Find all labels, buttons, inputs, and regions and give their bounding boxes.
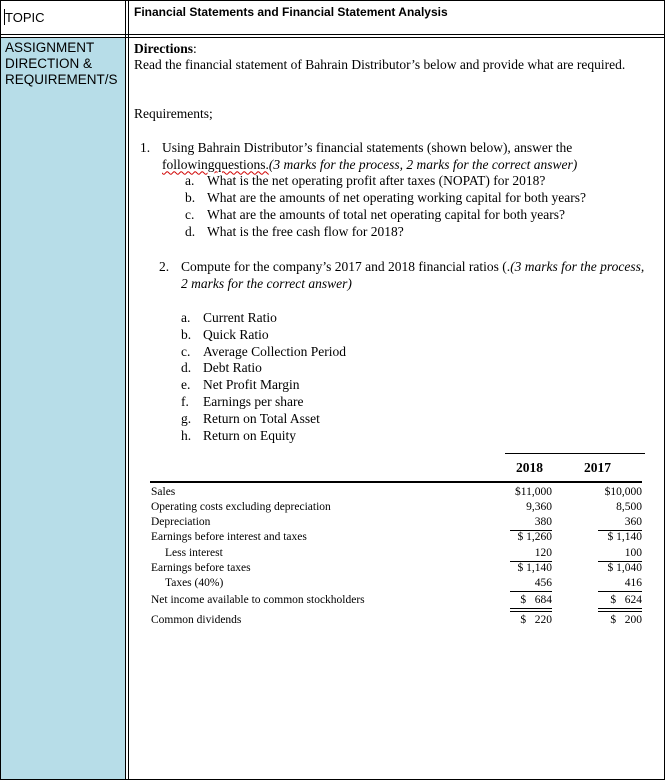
- table-top-rule: [150, 481, 642, 483]
- value-2018: 9,360: [526, 501, 552, 513]
- item-text: Average Collection Period: [203, 344, 346, 359]
- directions-heading: [134, 41, 197, 57]
- assignment-label-cell: [1, 37, 125, 779]
- row-label: Earnings before taxes: [151, 562, 251, 574]
- item-text: What are the amounts of net operating working capital for both years?: [207, 190, 586, 205]
- value-2018: $ 220: [520, 614, 552, 626]
- item-letter: g.: [181, 411, 192, 426]
- item-text: Net Profit Margin: [203, 377, 300, 392]
- question-1-marks: (3 marks for the process, 2 marks for the correct answer): [268, 156, 578, 172]
- subtotal-rule: [510, 591, 552, 592]
- total-double-rule: [510, 608, 552, 612]
- value-2018: $ 1,260: [517, 531, 552, 543]
- value-2018: 120: [534, 547, 552, 559]
- value-2018: 456: [534, 577, 552, 589]
- item-letter: a.: [185, 173, 195, 188]
- row-label: Sales: [151, 486, 176, 498]
- assignment-label: [5, 40, 118, 88]
- column-header-2017: 2017: [584, 460, 611, 475]
- value-2018: $11,000: [515, 486, 552, 498]
- item-letter: d.: [185, 224, 196, 239]
- row-label: Net income available to common stockholders: [151, 594, 365, 606]
- item-letter: e.: [181, 377, 191, 392]
- row-label: Earnings before interest and taxes: [151, 531, 307, 543]
- item-letter: c.: [181, 344, 191, 359]
- item-letter: b.: [181, 327, 192, 342]
- question-number: 1.: [140, 140, 151, 155]
- value-2017: 100: [624, 547, 642, 559]
- question-1-text-continued: followingquestions.: [162, 156, 269, 172]
- item-text: What is the net operating profit after taxes (NOPAT) for 2018?: [207, 173, 546, 188]
- row-label: Common dividends: [151, 614, 242, 626]
- subtotal-rule: [598, 591, 642, 592]
- directions-heading-text: Directions: [134, 41, 193, 56]
- item-letter: b.: [185, 190, 196, 205]
- column-header-2018: 2018: [516, 460, 543, 475]
- row-divider: [0, 37, 665, 38]
- total-double-rule: [598, 608, 642, 612]
- item-letter: c.: [185, 207, 195, 222]
- column-divider: [125, 0, 126, 780]
- value-2018: 380: [534, 516, 552, 528]
- table-header-rule: [505, 453, 645, 454]
- topic-title: Financial Statements and Financial Statement Analysis: [134, 5, 448, 19]
- assignment-label-line: ASSIGNMENT: [5, 40, 95, 55]
- assignment-label-line: REQUIREMENT/S: [5, 72, 118, 87]
- question-2: [159, 258, 651, 292]
- directions-heading-colon: :: [193, 41, 197, 56]
- value-2017: 416: [624, 577, 642, 589]
- directions-text: Read the financial statement of Bahrain Distributor’s below and provide what are required.: [134, 57, 626, 72]
- question-2-marks: (3 marks for the process, 2 marks for the correct answer): [181, 259, 645, 291]
- item-text: Earnings per share: [203, 394, 304, 409]
- value-2017: $10,000: [604, 486, 642, 498]
- item-text: What is the free cash flow for 2018?: [207, 224, 404, 239]
- value-2017: 8,500: [616, 501, 642, 513]
- requirements-heading: Requirements;: [134, 106, 213, 121]
- item-text: Current Ratio: [203, 310, 277, 325]
- column-divider: [128, 0, 129, 780]
- row-label: Taxes (40%): [165, 577, 224, 589]
- row-label: Operating costs excluding depreciation: [151, 501, 331, 513]
- row-label: Depreciation: [151, 516, 211, 528]
- row-label: Less interest: [165, 547, 223, 559]
- item-text: Return on Equity: [203, 428, 296, 443]
- value-2018: $ 684: [520, 594, 552, 606]
- value-2017: $ 624: [610, 594, 642, 606]
- question-2-text: Compute for the company’s 2017 and 2018 financial ratios (.: [181, 259, 511, 274]
- value-2017: $ 1,040: [607, 562, 642, 574]
- topic-label: TOPIC: [5, 10, 45, 25]
- value-2018: $ 1,140: [517, 562, 552, 574]
- item-letter: a.: [181, 310, 191, 325]
- item-letter: d.: [181, 360, 192, 375]
- item-text: Return on Total Asset: [203, 411, 320, 426]
- value-2017: $ 1,140: [607, 531, 642, 543]
- question-1: [140, 140, 652, 173]
- value-2017: 360: [624, 516, 642, 528]
- item-text: What are the amounts of total net operating capital for both years?: [207, 207, 565, 222]
- row-divider: [0, 34, 665, 35]
- item-text: Debt Ratio: [203, 360, 262, 375]
- assignment-label-line: DIRECTION &: [5, 56, 93, 71]
- value-2017: $ 200: [610, 614, 642, 626]
- item-text: Quick Ratio: [203, 327, 269, 342]
- question-number: 2.: [159, 259, 170, 274]
- item-letter: h.: [181, 428, 192, 443]
- question-1-text: Using Bahrain Distributor’s financial statements (shown below), answer the: [162, 140, 573, 155]
- item-letter: f.: [181, 394, 189, 409]
